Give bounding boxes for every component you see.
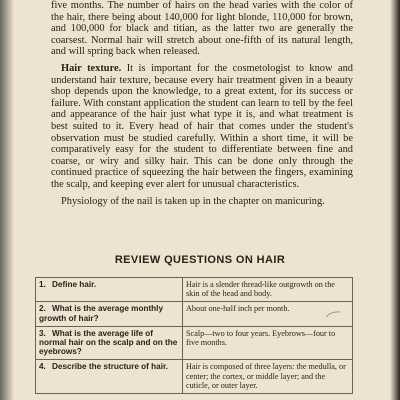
run-in-heading: Hair texture. bbox=[61, 62, 122, 74]
body-text bbox=[51, 0, 353, 207]
review-questions-table bbox=[35, 277, 353, 394]
question-cell bbox=[36, 326, 183, 360]
question-text: What is the average monthly growth of hair? bbox=[39, 304, 164, 323]
pencil-mark-icon bbox=[325, 309, 341, 319]
table-row bbox=[36, 360, 353, 394]
question-number: 3. bbox=[39, 328, 46, 338]
table-row bbox=[36, 302, 353, 326]
answer-cell: About one-half inch per month. bbox=[183, 302, 353, 326]
question-number: 4. bbox=[39, 362, 46, 372]
question-number: 1. bbox=[39, 280, 46, 289]
question-text: Define hair. bbox=[52, 280, 97, 289]
binding-shadow bbox=[0, 0, 14, 400]
question-cell bbox=[36, 278, 183, 302]
answer-cell: Scalp—two to four years. Eyebrows—four to five months. bbox=[183, 326, 353, 360]
paragraph-hair-texture bbox=[51, 63, 353, 191]
question-number: 2. bbox=[39, 304, 46, 314]
question-text: What is the average life of normal hair on the scalp and on the eyebrows? bbox=[39, 328, 178, 357]
table-row bbox=[36, 278, 353, 302]
answer-cell: Hair is composed of three layers: the medulla, or center; the cortex, or middle layer; and the cuticle, or outer layer. bbox=[183, 360, 353, 394]
paragraph-text: It is important for the cosmetologist to know and understand hair texture, because every hair treatment given in a beauty shop depends upon the knowledge, to a great extent, for its success or failure. With constant application the student can learn to tell by the feel and appearance of the hair just what type it is, and what treatment is best suited to it. Every head of hair that comes under the student's observation must be studied carefully. Within a short time, it will be comparatively easy for the student to differentiate between fine and coarse, or wiry and silky hair. This can be done only through the continued practice of squeezing the hair between the fingers, examining the scalp, and keeping ever alert for unusual characteristics. bbox=[51, 62, 353, 190]
question-cell bbox=[36, 302, 183, 326]
question-text: Describe the structure of hair. bbox=[52, 362, 169, 372]
paragraph-nail-physiology: Physiology of the nail is taken up in the chapter on manicuring. bbox=[61, 195, 325, 207]
section-heading: REVIEW QUESTIONS ON HAIR bbox=[114, 254, 286, 266]
answer-cell: Hair is a slender thread-like outgrowth on the skin of the head and body. bbox=[183, 278, 353, 302]
question-cell bbox=[36, 360, 183, 394]
table-row bbox=[36, 326, 353, 360]
page-edge bbox=[390, 0, 400, 400]
paragraph-hair-count: five months. The number of hairs on the head varies with the color of the hair, there being about 140,000 for light blonde, 110,000 for brown, and 100,000 for black and titian, as the latter two are generally the coarsest. Normal hair will stretch about one-fifth of its natural length, and will spring back when released. bbox=[51, 0, 353, 58]
